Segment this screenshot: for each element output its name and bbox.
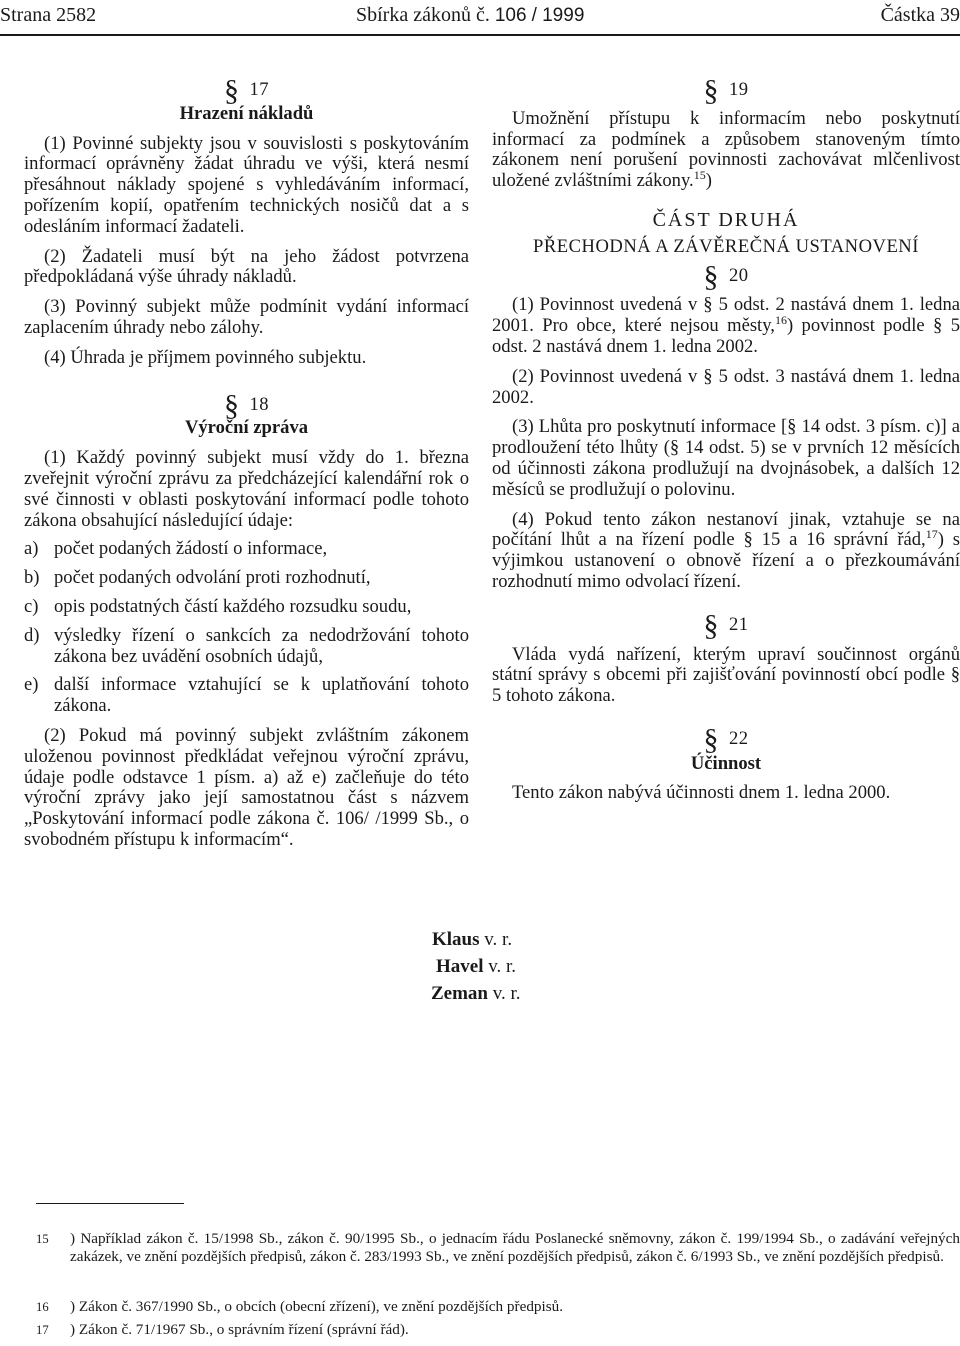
page-number: Strana 2582 [0,4,97,26]
s21-paragraph-1: Vláda vydá nařízení, kterým upraví součinnost orgánů státní správy s obcemi při zajišťování povinností obcí podle § 5 tohoto zákona. [492,643,960,707]
issue-part: Částka 39 [880,4,960,26]
list-item: a) počet podaných žádostí o informace, [24,538,328,560]
collection-title [356,2,584,29]
s18-paragraph-1: (1) Každý povinný subjekt musí vždy do 1. března zveřejnit výroční zprávu za předcházející kalendářní rok o své činnosti v oblasti poskytování informací podle tohoto zákona obsahující následující údaje: [24,447,469,531]
list-item: e) další informace vztahující se k uplatňování tohoto zákona. [24,674,469,717]
right-column [492,74,960,803]
law-number: 106 [494,5,527,26]
section-22-title: Účinnost [690,752,762,774]
section-sign-icon: § [703,259,719,293]
s19-paragraph-1: Umožnění přístupu k informacím nebo poskytnutí informací za podmínek a způsobem stanoveným tímto zákonem není porušení povinnosti zachovávat mlčenlivost uložené zvláštními zákony.$^{15}$) [492,107,960,192]
part-title: ČÁST DRUHÁ [652,208,800,231]
section-17-number: § 17 [223,74,270,107]
collection-prefix: Sbírka zákonů č. [356,4,490,26]
footnote-ref: 15 [693,168,706,182]
signature-havel: Havel v. r. [436,956,517,977]
section-20-number: § 20 [703,259,749,293]
s20-paragraph-4: (4) Pokud tento zákon nestanoví jinak, vztahuje se na počítání lhůt a na řízení podle § 15 a 16 správní řád,$^{17}$) s výjimkou ustanovení o obnově řízení a o přezkoumávání rozhodnutí mimo odvolací řízení. [492,508,960,592]
footnote-17: $^{17}$ ) Zákon č. 71/1967 Sb., o správním řízení (správní řád). [36,1321,409,1338]
section-18-title: Výroční zpráva [184,417,309,439]
s20-paragraph-1: (1) Povinnost uvedená v § 5 odst. 2 nastává dnem 1. ledna 2001. Pro obce, které nejsou městy,$^{16}$) povinnost podle § 5 odst. 2 nastává dnem 1. ledna 2002. [492,294,960,357]
s17-paragraph-3: (3) Povinný subjekt může podmínit vydání informací zaplacením úhrady nebo zálohy. [24,296,469,338]
footnote-ref: 16 [774,312,787,327]
law-year: / 1999 [531,5,585,26]
s17-paragraph-1: (1) Povinné subjekty jsou v souvislosti s poskytováním informací oprávněny žádat úhradu ve výši, která nesmí přesáhnout náklady spojené s vyhledáváním informací, pořízením kopií, opatřením technických nosičů dat a s odesláním informací žadateli. [24,132,469,237]
header-rule [0,34,960,36]
list-item: d) výsledky řízení o sankcích za nedodržování tohoto zákona bez uvádění osobních údajů, [24,624,469,667]
footnote-rule [36,1203,184,1204]
s20-paragraph-3: (3) Lhůta pro poskytnutí informace [§ 14 odst. 3 písm. c)] a prodloužení této lhůty (§ 14 odst. 5) se v prvních 12 měsících od účinnosti zákona prodlužují na dvojnásobek, a dalších 12 měsíců se prodlužují o polovinu. [492,416,960,500]
section-sign-icon: § [703,74,719,107]
s17-paragraph-4: (4) Úhrada je příjmem povinného subjektu. [44,346,367,368]
footnote-ref: 17 [925,527,938,542]
section-22-number: § 22 [703,722,749,756]
section-19-number: § 19 [703,74,749,107]
section-sign-icon: § [223,74,240,107]
left-column [24,74,469,851]
part-subtitle: PŘECHODNÁ A ZÁVĚREČNÁ USTANOVENÍ [533,235,919,257]
section-21-number: § 21 [703,608,749,642]
s20-paragraph-2: (2) Povinnost uvedená v § 5 odst. 3 nastává dnem 1. ledna 2002. [492,365,960,408]
section-17-title: Hrazení nákladů [179,102,314,124]
footnote-15: $^{15}$ ) Například zákon č. 15/1998 Sb., zákon č. 90/1995 Sb., o jednacím řádu Poslanecké sněmovny, zákon č. 199/1994 Sb., o zadávání veřejných zakázek, ve znění pozdějších předpisů, zákon č. 283/1993 Sb., ve znění pozdějších předpisů, zákon č. 6/1993 Sb., ve znění pozdějších předpisů. [36,1230,960,1266]
footnote-16: $^{16}$ ) Zákon č. 367/1990 Sb., o obcích (obecní zřízení), ve znění pozdějších předpisů. [36,1298,564,1315]
s22-paragraph-1: Tento zákon nabývá účinnosti dnem 1. ledna 2000. [512,781,891,803]
s18-paragraph-2: (2) Pokud má povinný subjekt zvláštním zákonem uloženou povinnost předkládat veřejnou výroční zprávu, údaje podle odstavce 1 písm. a) až e) začleňuje do této výroční zprávy jako její samostatnou část s názvem „Poskytování informací podle zákona č. 106/ /1999 Sb., o svobodném přístupu k informacím“. [24,724,469,850]
signature-klaus: Klaus v. r. [432,929,513,950]
section-18-number: § 18 [223,388,270,422]
section-sign-icon: § [223,388,240,422]
section-sign-icon: § [703,722,719,756]
list-item: c) opis podstatných částí každého rozsudku soudu, [24,595,412,617]
list-item: b) počet podaných odvolání proti rozhodnutí, [24,567,371,589]
signature-zeman: Zeman v. r. [431,983,521,1004]
s17-paragraph-2: (2) Žadateli musí být na jeho žádost potvrzena předpokládaná výše úhrady nákladů. [24,245,469,288]
section-sign-icon: § [703,608,719,642]
